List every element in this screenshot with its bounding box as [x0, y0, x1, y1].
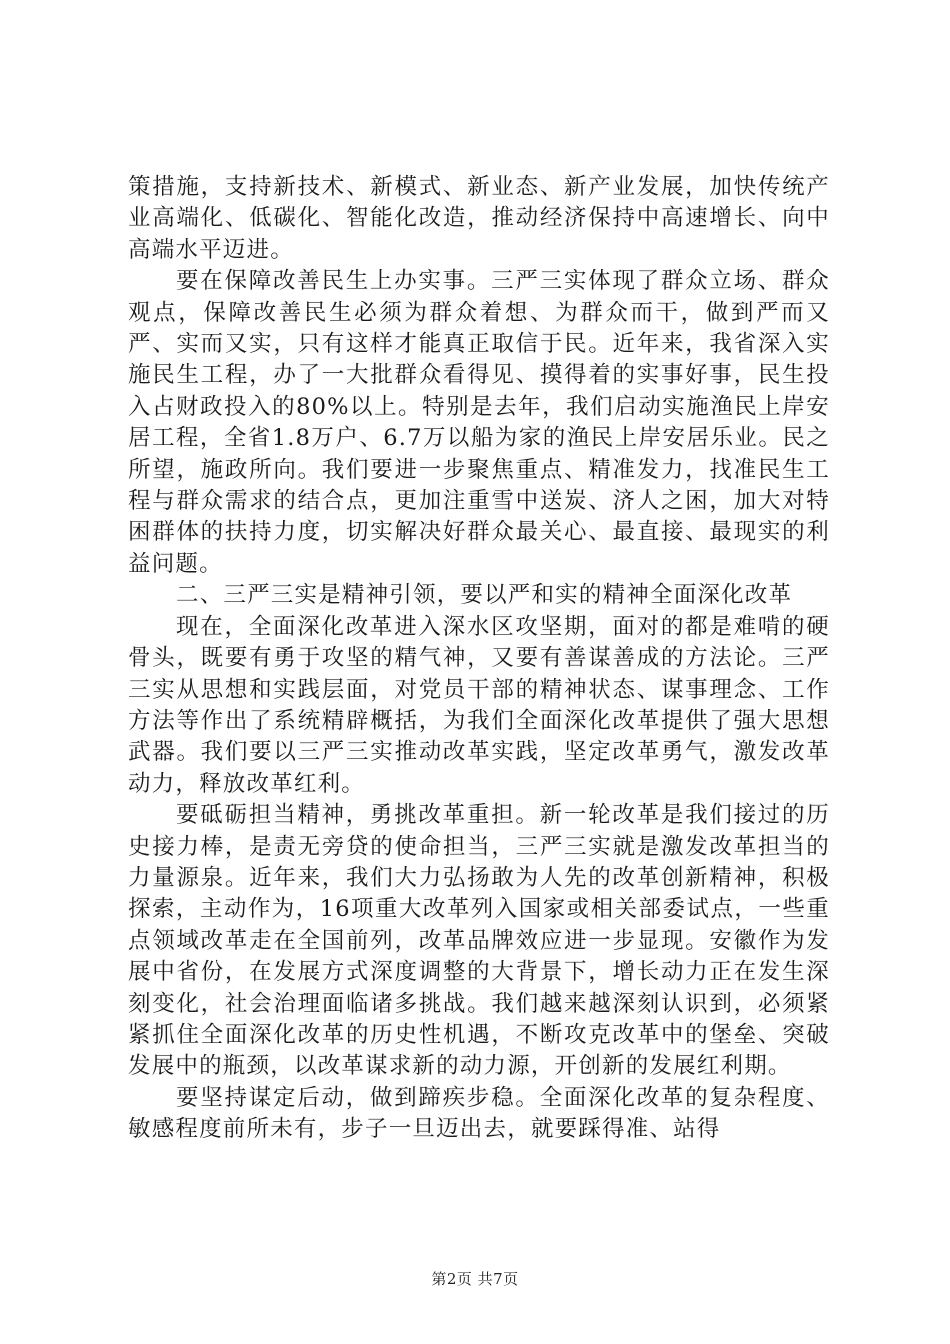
document-body — [128, 172, 830, 1146]
paragraph-5: 要坚持谋定后动，做到蹄疾步稳。全面深化改革的复杂程度、敏感程度前所未有，步子一旦迈出去，就要踩得准、站得 — [128, 1084, 830, 1143]
paragraph-3: 现在，全面深化改革进入深水区攻坚期，面对的都是难啃的硬骨头，既要有勇于攻坚的精气神，又要有善谋善成的方法论。三严三实从思想和实践层面，对党员干部的精神状态、谋事理念、工作方法等作出了系统精辟概括，为我们全面深化改革提供了强大思想武器。我们要以三严三实推动改革实践，坚定改革勇气，激发改革动力，释放改革红利。 — [128, 613, 830, 797]
section-heading: 二、三严三实是精神引领，要以严和实的精神全面深化改革 — [176, 582, 793, 609]
page-number-footer: 第2页 共7页 — [431, 1270, 519, 1288]
paragraph-4: 要砥砺担当精神，勇挑改革重担。新一轮改革是我们接过的历史接力棒，是责无旁贷的使命担当，三严三实就是激发改革担当的力量源泉。近年来，我们大力弘扬敢为人先的改革创新精神，积极探索，主动作为，16项重大改革列入国家或相关部委试点，一些重点领域改革走在全国前列，改革品牌效应进一步显现。安徽作为发展中省份，在发展方式深度调整的大背景下，增长动力正在发生深刻变化，社会治理面临诸多挑战。我们越来越深刻认识到，必须紧紧抓住全面深化改革的历史性机遇，不断攻克改革中的堡垒、突破发展中的瓶颈，以改革谋求新的动力源，开创新的发展红利期。 — [128, 802, 830, 1080]
paragraph-1: 策措施，支持新技术、新模式、新业态、新产业发展，加快传统产业高端化、低碳化、智能化改造，推动经济保持中高速增长、向中高端水平迈进。 — [128, 174, 830, 263]
paragraph-2: 要在保障改善民生上办实事。三严三实体现了群众立场、群众观点，保障改善民生必须为群众着想、为群众而干，做到严而又严、实而又实，只有这样才能真正取信于民。近年来，我省深入实施民生工程，办了一大批群众看得见、摸得着的实事好事，民生投入占财政投入的80%以上。特别是去年，我们启动实施渔民上岸安居工程，全省1.8万户、6.7万以船为家的渔民上岸安居乐业。民之所望，施政所向。我们要进一步聚焦重点、精准发力，找准民生工程与群众需求的结合点，更加注重雪中送炭、济人之困，加大对特困群体的扶持力度，切实解决好群众最关心、最直接、最现实的利益问题。 — [128, 268, 830, 577]
